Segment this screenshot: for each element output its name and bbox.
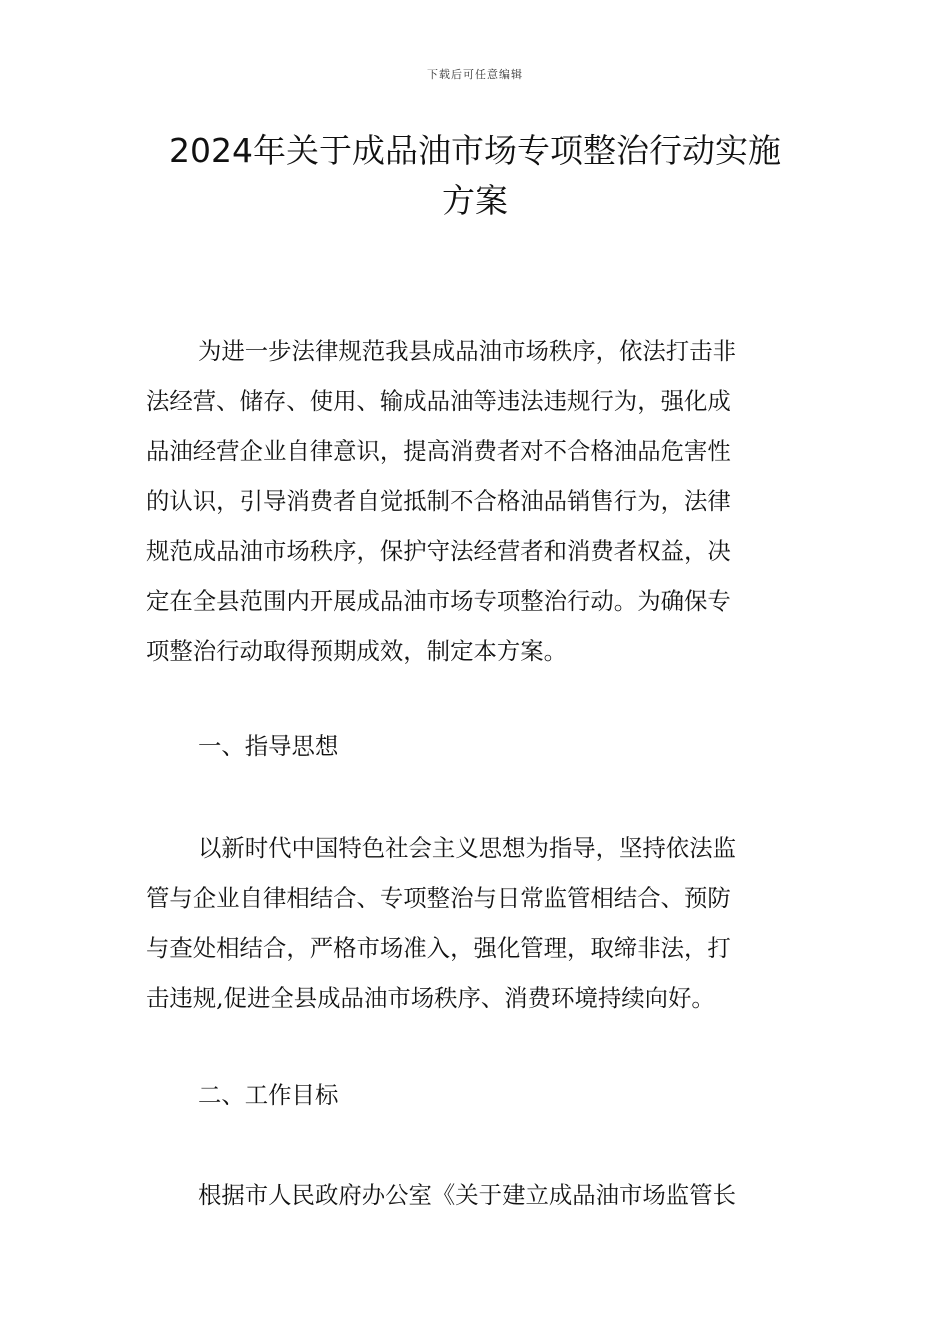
text-line: 以新时代中国特色社会主义思想为指导，坚持依法监 <box>198 834 736 862</box>
text-line: 与查处相结合，严格市场准入，强化管理，取缔非法，打 <box>146 934 731 962</box>
text-line: 定在全县范围内开展成品油市场专项整治行动。为确保专 <box>146 587 731 615</box>
title-line-1: 2024年关于成品油市场专项整治行动实施 <box>169 131 781 170</box>
header-note: 下载后可任意编辑 <box>427 68 523 81</box>
section-2-paragraph <box>146 1170 810 1220</box>
title-line-2: 方案 <box>442 181 508 220</box>
text-line: 规范成品油市场秩序，保护守法经营者和消费者权益，决 <box>146 537 731 565</box>
section-1-paragraph <box>146 823 810 1023</box>
document-title <box>120 126 830 226</box>
section-heading: 一、指导思想 <box>198 732 339 760</box>
text-line: 项整治行动取得预期成效，制定本方案。 <box>146 637 568 665</box>
section-1-heading <box>146 721 810 771</box>
text-line: 为进一步法律规范我县成品油市场秩序，依法打击非 <box>198 337 736 365</box>
section-2-heading <box>146 1070 810 1120</box>
text-line: 法经营、储存、使用、输成品油等违法违规行为，强化成 <box>146 387 731 415</box>
intro-paragraph <box>146 326 810 676</box>
text-line: 根据市人民政府办公室《关于建立成品油市场监管长 <box>198 1181 736 1209</box>
section-heading: 二、工作目标 <box>198 1081 339 1109</box>
text-line: 品油经营企业自律意识，提高消费者对不合格油品危害性 <box>146 437 731 465</box>
text-line: 的认识，引导消费者自觉抵制不合格油品销售行为，法律 <box>146 487 731 515</box>
text-line: 管与企业自律相结合、专项整治与日常监管相结合、预防 <box>146 884 731 912</box>
text-line: 击违规,促进全县成品油市场秩序、消费环境持续向好。 <box>146 984 715 1012</box>
